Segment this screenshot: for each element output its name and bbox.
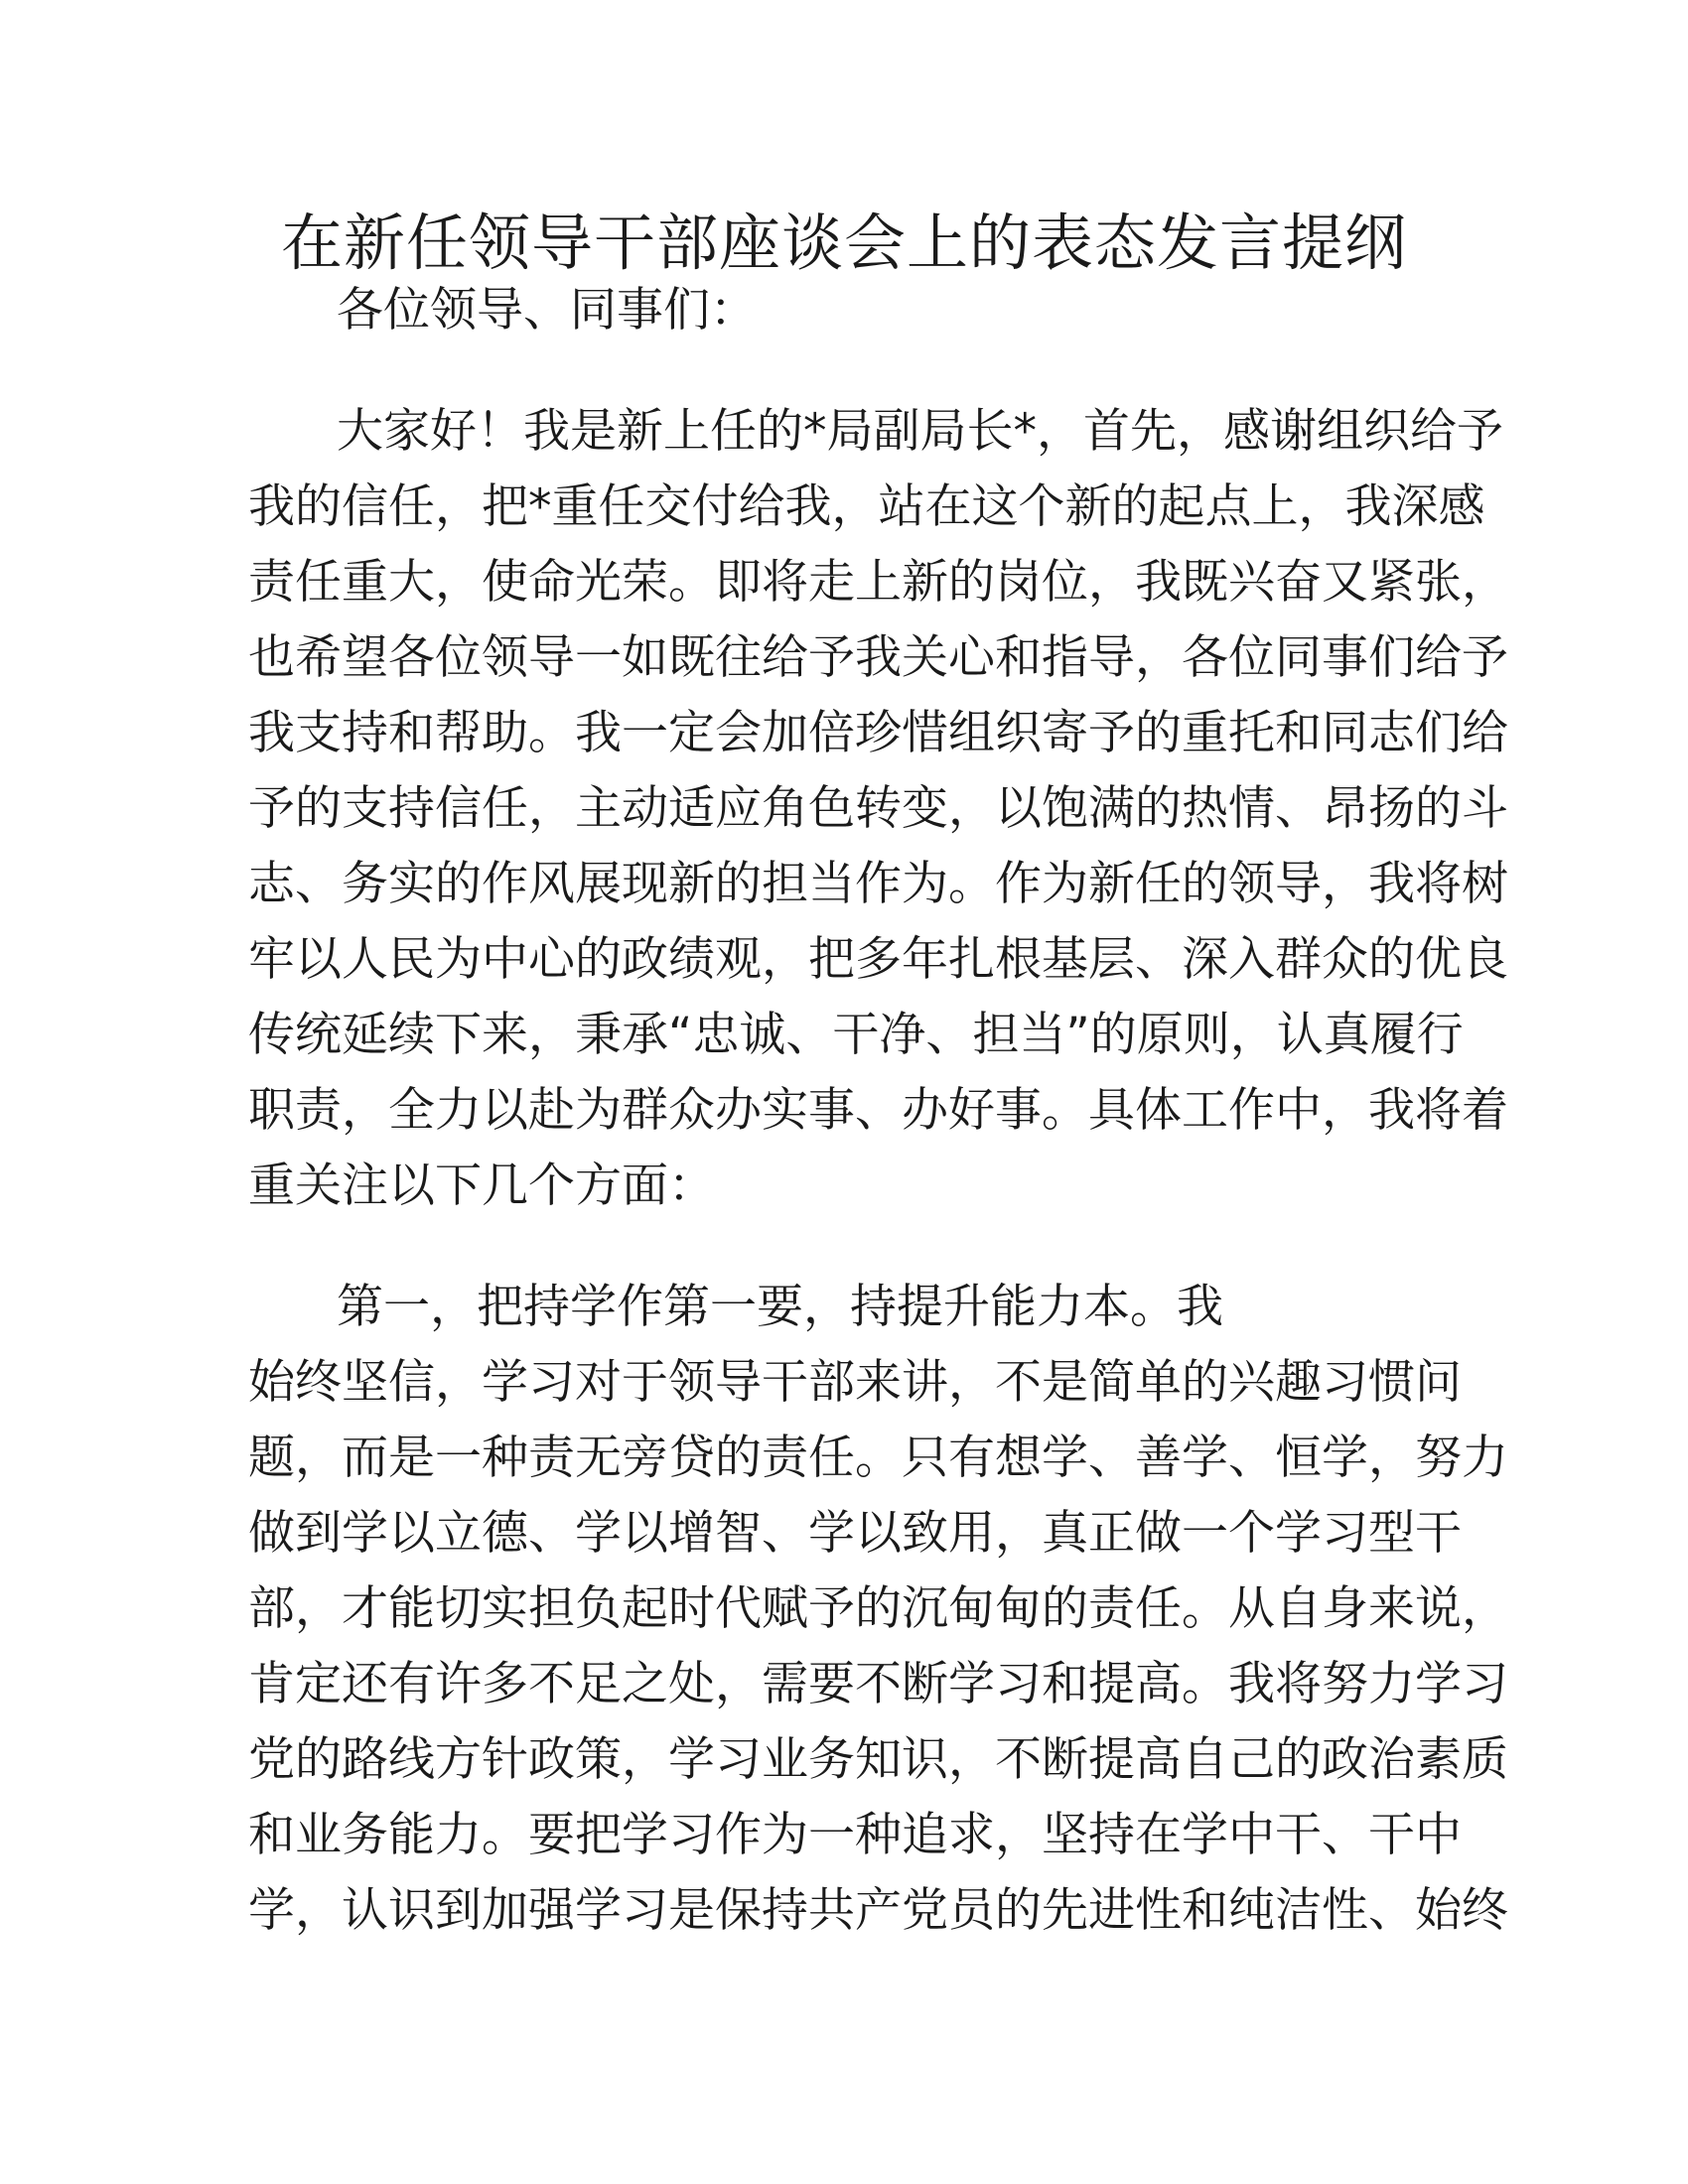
paragraph-line: 传统延续下来，秉承“忠诚、干净、担当”的原则，认真履行 <box>248 1008 1464 1062</box>
paragraph-line: 我支持和帮助。我一定会加倍珍惜组织寄予的重托和同志们给 <box>248 706 1508 760</box>
paragraph-line: 我的信任，把*重任交付给我，站在这个新的起点上，我深感 <box>248 479 1485 534</box>
paragraph-line: 大家好！我是新上任的*局副局长*，首先，感谢组织给予 <box>337 404 1503 459</box>
paragraph-line: 也希望各位领导一如既往给予我关心和指导，各位同事们给予 <box>248 630 1508 685</box>
paragraph-line: 做到学以立德、学以增智、学以致用，真正做一个学习型干 <box>248 1506 1462 1561</box>
paragraph-line: 第一，把持学作第一要，持提升能力本。我 <box>337 1280 1223 1334</box>
salutation: 各位领导、同事们： <box>337 283 757 338</box>
paragraph-line: 学，认识到加强学习是保持共产党员的先进性和纯洁性、始终 <box>248 1883 1508 1938</box>
paragraph-line: 党的路线方针政策，学习业务知识，不断提高自己的政治素质 <box>248 1732 1508 1787</box>
document-title: 在新任领导干部座谈会上的表态发言提纲 <box>280 206 1407 279</box>
paragraph-line: 志、务实的作风展现新的担当作为。作为新任的领导，我将树 <box>248 857 1508 911</box>
paragraph-line: 重关注以下几个方面： <box>248 1159 715 1213</box>
paragraph-line: 牢以人民为中心的政绩观，把多年扎根基层、深入群众的优良 <box>248 932 1508 987</box>
paragraph-line: 和业务能力。要把学习作为一种追求，坚持在学中干、干中 <box>248 1808 1462 1862</box>
paragraph-line: 职责，全力以赴为群众办实事、办好事。具体工作中，我将着 <box>248 1083 1508 1138</box>
paragraph-line: 部，才能切实担负起时代赋予的沉甸甸的责任。从自身来说， <box>248 1581 1508 1636</box>
paragraph-line: 予的支持信任，主动适应角色转变，以饱满的热情、昂扬的斗 <box>248 781 1508 836</box>
paragraph-line: 责任重大，使命光荣。即将走上新的岗位，我既兴奋又紧张， <box>248 555 1508 610</box>
paragraph-line: 肯定还有许多不足之处，需要不断学习和提高。我将努力学习 <box>248 1657 1508 1711</box>
paragraph-line: 始终坚信，学习对于领导干部来讲，不是简单的兴趣习惯问 <box>248 1355 1462 1410</box>
paragraph-line: 题，而是一种责无旁贷的责任。只有想学、善学、恒学，努力 <box>248 1431 1508 1485</box>
